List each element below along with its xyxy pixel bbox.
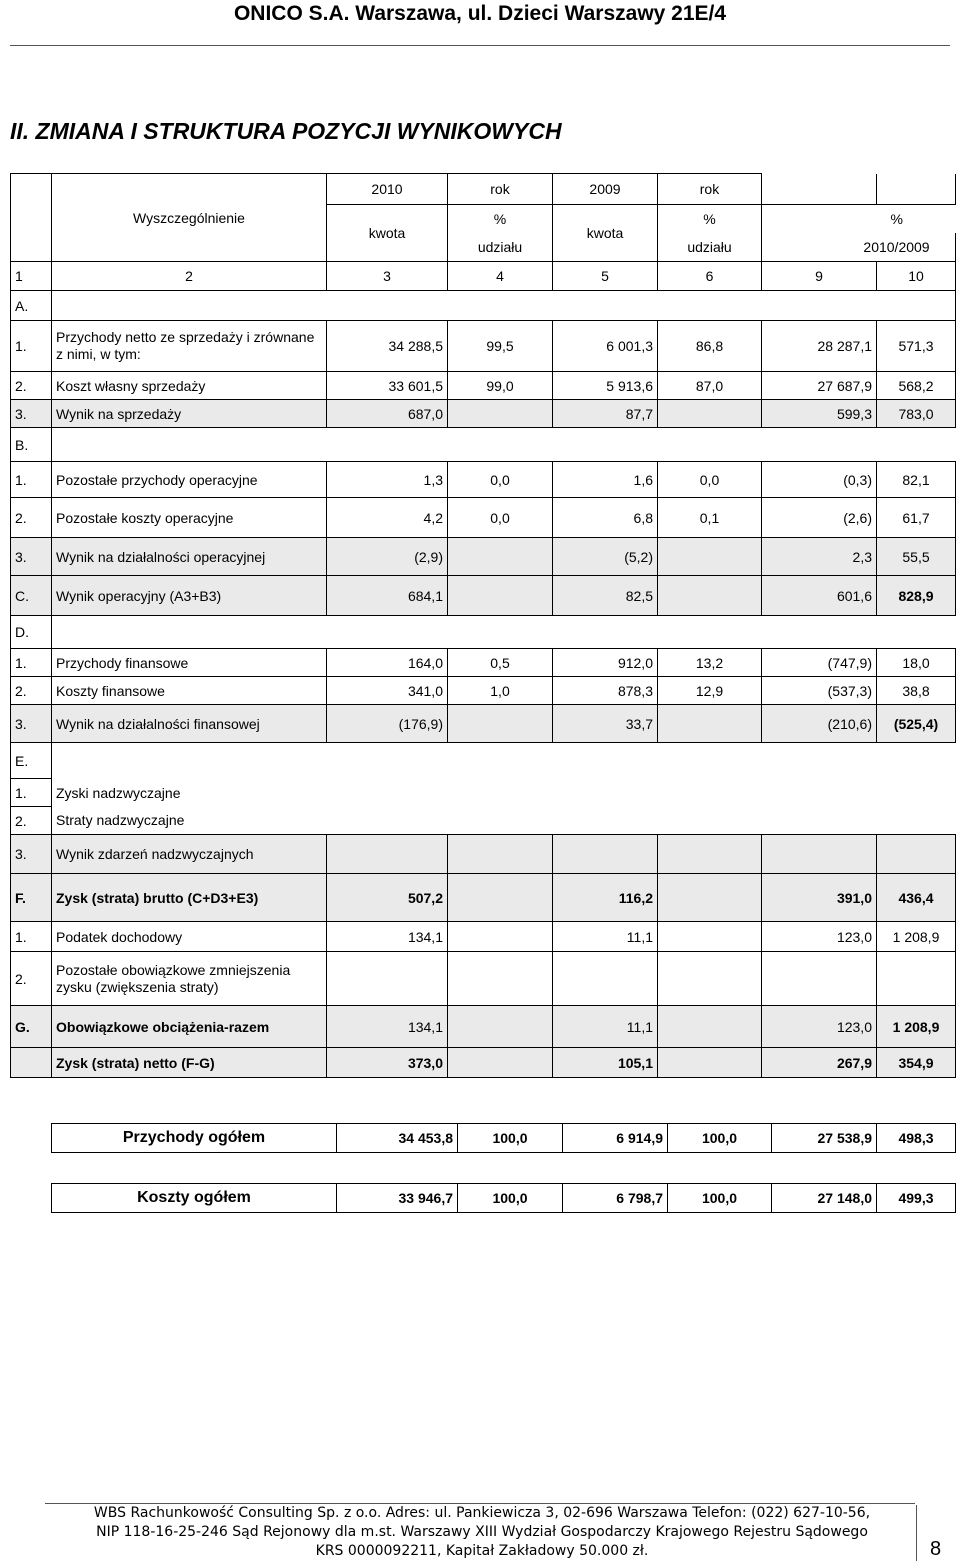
empty-cell xyxy=(448,874,553,922)
value-ratio: 61,7 xyxy=(877,498,956,538)
total-label: Koszty ogółem xyxy=(52,1184,337,1213)
header-pct-2010: % xyxy=(448,205,553,233)
empty-cell xyxy=(448,705,553,743)
value-kwota-2009: 5 913,6 xyxy=(553,372,658,400)
col-number: 9 xyxy=(762,262,877,291)
row-code: 3. xyxy=(11,400,52,428)
empty-cell xyxy=(762,835,877,874)
total-kwota-2010: 33 946,7 xyxy=(337,1184,458,1213)
value-kwota-2009: (5,2) xyxy=(553,538,658,576)
section-row xyxy=(52,616,956,649)
value-kwota-2009: 11,1 xyxy=(553,922,658,952)
value-change: 2,3 xyxy=(762,538,877,576)
row-label: Pozostałe obowiązkowe zmniejszenia zysku (zwiększenia straty) xyxy=(52,952,327,1006)
value-kwota-2010: 134,1 xyxy=(327,1006,448,1048)
footer-line: NIP 118-16-25-246 Sąd Rejonowy dla m.st. Warszawy XIII Wydział Gospodarczy Krajowego Rejestru Sądowego xyxy=(96,1524,868,1540)
empty-cell xyxy=(448,400,553,428)
empty-cell xyxy=(877,952,956,1006)
empty-cell xyxy=(448,538,553,576)
header-pct-change: % xyxy=(762,205,956,233)
value-ratio: 1 208,9 xyxy=(877,1006,956,1048)
value-kwota-2010: (2,9) xyxy=(327,538,448,576)
value-kwota-2009: 878,3 xyxy=(553,677,658,705)
row-label: Wynik zdarzeń nadzwyczajnych xyxy=(52,835,327,874)
total-label: Przychody ogółem xyxy=(52,1124,337,1153)
empty-cell xyxy=(658,1006,762,1048)
value-kwota-2009: 105,1 xyxy=(553,1048,658,1078)
col-number: 3 xyxy=(327,262,448,291)
header-udzialu-2009: udziału xyxy=(658,233,762,262)
total-kwota-2009: 6 798,7 xyxy=(563,1184,668,1213)
empty-cell xyxy=(448,1048,553,1078)
row-code: 2. xyxy=(11,952,52,1006)
empty-cell xyxy=(762,952,877,1006)
value-change: 123,0 xyxy=(762,922,877,952)
value-ratio: 571,3 xyxy=(877,321,956,372)
empty-cell xyxy=(658,400,762,428)
total-ratio: 499,3 xyxy=(877,1184,956,1213)
page-number: 8 xyxy=(930,1538,942,1560)
value-udzial-2009: 86,8 xyxy=(658,321,762,372)
row-code: 1. xyxy=(11,649,52,677)
row-code: 2. xyxy=(11,807,52,835)
empty-cell xyxy=(877,835,956,874)
row-code: E. xyxy=(11,743,52,779)
row-label: Zysk (strata) brutto (C+D3+E3) xyxy=(52,874,327,922)
row-code: 3. xyxy=(11,705,52,743)
value-ratio: 55,5 xyxy=(877,538,956,576)
value-kwota-2009: 912,0 xyxy=(553,649,658,677)
section-title: II. ZMIANA I STRUKTURA POZYCJI WYNIKOWYCH xyxy=(10,118,562,144)
value-kwota-2010: (176,9) xyxy=(327,705,448,743)
row-code: 3. xyxy=(11,835,52,874)
revenue-total-table xyxy=(51,1123,956,1153)
value-kwota-2009: 116,2 xyxy=(553,874,658,922)
value-kwota-2010: 33 601,5 xyxy=(327,372,448,400)
value-udzial-2010: 0,5 xyxy=(448,649,553,677)
value-kwota-2010: 1,3 xyxy=(327,462,448,498)
row-code: D. xyxy=(11,616,52,649)
row-label: Wynik na działalności finansowej xyxy=(52,705,327,743)
value-kwota-2010: 34 288,5 xyxy=(327,321,448,372)
value-change: 267,9 xyxy=(762,1048,877,1078)
value-ratio: 828,9 xyxy=(877,576,956,616)
empty-cell xyxy=(553,835,658,874)
value-udzial-2010: 1,0 xyxy=(448,677,553,705)
row-label: Wynik na sprzedaży xyxy=(52,400,327,428)
empty-cell xyxy=(553,952,658,1006)
row-code: 2. xyxy=(11,498,52,538)
value-udzial-2009: 13,2 xyxy=(658,649,762,677)
value-kwota-2010: 4,2 xyxy=(327,498,448,538)
header-ratio: 2010/2009 xyxy=(762,233,956,262)
value-udzial-2010: 0,0 xyxy=(448,498,553,538)
results-table xyxy=(10,173,956,1078)
value-change: (0,3) xyxy=(762,462,877,498)
col-number: 2 xyxy=(52,262,327,291)
section-row xyxy=(52,428,956,462)
empty-cell xyxy=(327,952,448,1006)
value-kwota-2009: 82,5 xyxy=(553,576,658,616)
footer xyxy=(52,1504,912,1561)
row-code: A. xyxy=(11,291,52,321)
total-kwota-2010: 34 453,8 xyxy=(337,1124,458,1153)
value-change: 601,6 xyxy=(762,576,877,616)
header-udzialu-2010: udziału xyxy=(448,233,553,262)
header-rok-1: rok xyxy=(448,174,553,205)
empty-cell xyxy=(658,922,762,952)
footer-line: WBS Rachunkowość Consulting Sp. z o.o. Adres: ul. Pankiewicza 3, 02-696 Warszawa Telefon: (022) 627-10-56, xyxy=(93,1505,871,1521)
header-empty xyxy=(877,174,956,205)
header-empty xyxy=(762,174,877,205)
total-kwota-2009: 6 914,9 xyxy=(563,1124,668,1153)
value-change: 391,0 xyxy=(762,874,877,922)
value-ratio: 18,0 xyxy=(877,649,956,677)
row-code: G. xyxy=(11,1006,52,1048)
value-ratio: 568,2 xyxy=(877,372,956,400)
header-kwota-2009: kwota xyxy=(553,205,658,262)
col-number: 6 xyxy=(658,262,762,291)
header-corner xyxy=(11,205,52,262)
row-label: Koszty finansowe xyxy=(52,677,327,705)
row-code: 2. xyxy=(11,677,52,705)
value-kwota-2010: 684,1 xyxy=(327,576,448,616)
header-kwota-2010: kwota xyxy=(327,205,448,262)
value-kwota-2009: 1,6 xyxy=(553,462,658,498)
header-rok-2: rok xyxy=(658,174,762,205)
empty-cell xyxy=(658,705,762,743)
value-change: (2,6) xyxy=(762,498,877,538)
value-change: (537,3) xyxy=(762,677,877,705)
section-row xyxy=(52,291,956,321)
row-label: Pozostałe koszty operacyjne xyxy=(52,498,327,538)
row-label: Przychody finansowe xyxy=(52,649,327,677)
value-kwota-2010: 373,0 xyxy=(327,1048,448,1078)
value-kwota-2009: 11,1 xyxy=(553,1006,658,1048)
header-year-2010: 2010 xyxy=(327,174,448,205)
value-udzial-2009: 12,9 xyxy=(658,677,762,705)
value-udzial-2009: 87,0 xyxy=(658,372,762,400)
col-number: 5 xyxy=(553,262,658,291)
value-change: 599,3 xyxy=(762,400,877,428)
value-kwota-2009: 6 001,3 xyxy=(553,321,658,372)
value-udzial-2010: 0,0 xyxy=(448,462,553,498)
header-divider xyxy=(10,45,950,46)
total-udzial-2009: 100,0 xyxy=(668,1124,772,1153)
value-kwota-2009: 33,7 xyxy=(553,705,658,743)
row-code: 1. xyxy=(11,922,52,952)
value-kwota-2010: 687,0 xyxy=(327,400,448,428)
row-label: Przychody netto ze sprzedaży i zrównane z nimi, w tym: xyxy=(52,321,327,372)
col-number: 1 xyxy=(11,262,52,291)
row-label: Podatek dochodowy xyxy=(52,922,327,952)
row-code: 1. xyxy=(11,462,52,498)
value-kwota-2009: 87,7 xyxy=(553,400,658,428)
empty-cell xyxy=(658,538,762,576)
empty-cell xyxy=(658,835,762,874)
row-label: Wynik operacyjny (A3+B3) xyxy=(52,576,327,616)
value-ratio: 38,8 xyxy=(877,677,956,705)
row-label: Straty nadzwyczajne xyxy=(52,807,956,835)
value-change: 28 287,1 xyxy=(762,321,877,372)
row-code: 1. xyxy=(11,321,52,372)
row-label: Wynik na działalności operacyjnej xyxy=(52,538,327,576)
row-label: Pozostałe przychody operacyjne xyxy=(52,462,327,498)
value-ratio: 354,9 xyxy=(877,1048,956,1078)
empty-cell xyxy=(448,952,553,1006)
footer-line: KRS 0000092211, Kapitał Zakładowy 50.000 zł. xyxy=(315,1543,649,1559)
value-change: (747,9) xyxy=(762,649,877,677)
value-udzial-2009: 0,0 xyxy=(658,462,762,498)
value-udzial-2010: 99,0 xyxy=(448,372,553,400)
empty-cell xyxy=(658,576,762,616)
empty-cell xyxy=(327,835,448,874)
empty-cell xyxy=(658,952,762,1006)
value-change: 27 687,9 xyxy=(762,372,877,400)
row-code xyxy=(11,1048,52,1078)
total-change: 27 148,0 xyxy=(772,1184,877,1213)
empty-cell xyxy=(658,874,762,922)
empty-cell xyxy=(658,1048,762,1078)
value-change: 123,0 xyxy=(762,1006,877,1048)
total-udzial-2009: 100,0 xyxy=(668,1184,772,1213)
total-change: 27 538,9 xyxy=(772,1124,877,1153)
section-row xyxy=(52,743,956,779)
row-label: Zysk (strata) netto (F-G) xyxy=(52,1048,327,1078)
value-ratio: 82,1 xyxy=(877,462,956,498)
col-number: 10 xyxy=(877,262,956,291)
value-kwota-2009: 6,8 xyxy=(553,498,658,538)
value-udzial-2010: 99,5 xyxy=(448,321,553,372)
empty-cell xyxy=(448,576,553,616)
value-ratio: 436,4 xyxy=(877,874,956,922)
row-code: 1. xyxy=(11,779,52,807)
row-label: Obowiązkowe obciążenia-razem xyxy=(52,1006,327,1048)
value-udzial-2009: 0,1 xyxy=(658,498,762,538)
row-code: 2. xyxy=(11,372,52,400)
value-ratio: (525,4) xyxy=(877,705,956,743)
row-label: Zyski nadzwyczajne xyxy=(52,779,956,807)
row-code: 3. xyxy=(11,538,52,576)
header-description: Wyszczególnienie xyxy=(52,174,327,262)
header-pct-2009: % xyxy=(658,205,762,233)
total-ratio: 498,3 xyxy=(877,1124,956,1153)
value-kwota-2010: 134,1 xyxy=(327,922,448,952)
company-header: ONICO S.A. Warszawa, ul. Dzieci Warszawy 21E/4 xyxy=(233,2,727,25)
empty-cell xyxy=(448,1006,553,1048)
empty-cell xyxy=(448,922,553,952)
header-corner xyxy=(11,174,52,205)
page-number-divider xyxy=(916,1505,917,1561)
empty-cell xyxy=(448,835,553,874)
value-ratio: 1 208,9 xyxy=(877,922,956,952)
value-kwota-2010: 507,2 xyxy=(327,874,448,922)
costs-total-table xyxy=(51,1183,956,1213)
row-code: B. xyxy=(11,428,52,462)
row-code: F. xyxy=(11,874,52,922)
col-number: 4 xyxy=(448,262,553,291)
total-udzial-2010: 100,0 xyxy=(458,1124,563,1153)
value-change: (210,6) xyxy=(762,705,877,743)
row-code: C. xyxy=(11,576,52,616)
row-label: Koszt własny sprzedaży xyxy=(52,372,327,400)
value-kwota-2010: 164,0 xyxy=(327,649,448,677)
value-ratio: 783,0 xyxy=(877,400,956,428)
total-udzial-2010: 100,0 xyxy=(458,1184,563,1213)
value-kwota-2010: 341,0 xyxy=(327,677,448,705)
header-year-2009: 2009 xyxy=(553,174,658,205)
